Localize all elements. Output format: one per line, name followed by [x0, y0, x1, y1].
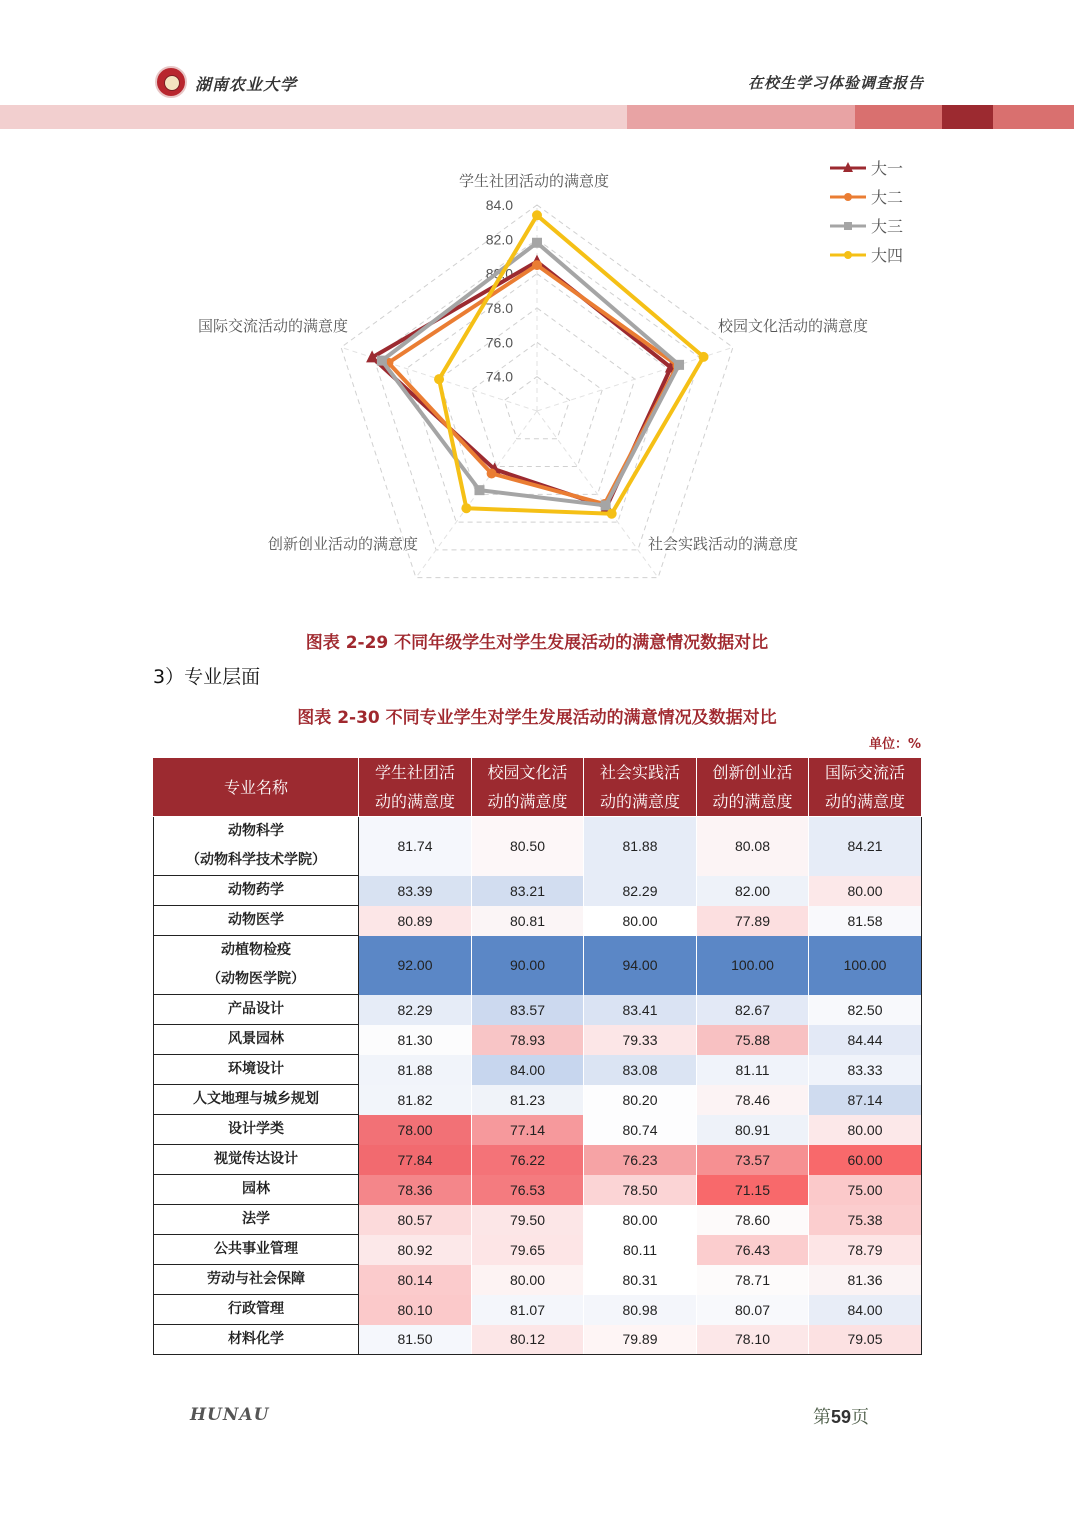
score-cell: 90.00	[472, 936, 584, 995]
score-cell: 80.00	[809, 1115, 922, 1145]
footer-brand: HUNAU	[190, 1405, 270, 1425]
major-name-line: 园林	[242, 1181, 270, 1197]
major-name-line: 产品设计	[228, 1001, 284, 1017]
score-cell: 78.60	[697, 1205, 809, 1235]
page-prefix: 第	[813, 1407, 831, 1428]
score-cell: 80.81	[472, 906, 584, 936]
table-row	[154, 995, 922, 1025]
score-cell: 78.79	[809, 1235, 922, 1265]
legend-label: 大二	[871, 188, 904, 207]
major-name-line: 动物医学	[228, 912, 284, 928]
score-cell: 82.50	[809, 995, 922, 1025]
score-cell: 75.00	[809, 1175, 922, 1205]
header-line: 校园文化活	[487, 763, 568, 782]
radar-point	[461, 503, 471, 513]
major-name-cell	[154, 1325, 359, 1355]
score-cell: 81.88	[584, 817, 697, 876]
major-name-line: 人文地理与城乡规划	[193, 1091, 319, 1107]
radar-point	[474, 485, 484, 495]
major-name-cell	[154, 1085, 359, 1115]
major-name-cell	[154, 817, 359, 876]
table-row	[154, 1295, 922, 1325]
major-name-line: 行政管理	[228, 1301, 284, 1317]
header-band-2	[627, 105, 855, 129]
legend-label: 大四	[871, 246, 904, 265]
university-name: 湖南农业大学	[195, 75, 298, 94]
score-cell: 83.33	[809, 1055, 922, 1085]
table-header-row	[154, 758, 922, 817]
legend-label: 大一	[871, 159, 904, 178]
header-band-4	[942, 105, 993, 129]
score-cell: 100.00	[809, 936, 922, 995]
major-name-cell	[154, 1295, 359, 1325]
radar-grid-ring	[472, 342, 603, 466]
major-name-cell	[154, 1055, 359, 1085]
score-cell: 83.21	[472, 876, 584, 906]
score-cell: 79.33	[584, 1025, 697, 1055]
score-cell: 80.10	[359, 1295, 472, 1325]
radar-chart	[0, 140, 1074, 580]
score-cell: 80.07	[697, 1295, 809, 1325]
score-cell: 80.57	[359, 1205, 472, 1235]
page-suffix: 页	[851, 1407, 870, 1428]
score-cell: 80.20	[584, 1085, 697, 1115]
score-cell: 80.11	[584, 1235, 697, 1265]
table-row	[154, 906, 922, 936]
radar-tick-label: 84.0	[485, 197, 513, 213]
major-name-line: 材料化学	[228, 1331, 284, 1347]
score-cell: 83.39	[359, 876, 472, 906]
radar-axis-label: 学生社团活动的满意度	[458, 172, 610, 190]
score-cell: 83.41	[584, 995, 697, 1025]
header-line: 动的满意度	[712, 792, 793, 811]
major-name-line: 设计学类	[228, 1121, 284, 1137]
major-satisfaction-table	[153, 757, 922, 1355]
radar-tick-label: 80.0	[485, 265, 513, 282]
score-cell: 79.65	[472, 1235, 584, 1265]
score-cell: 78.50	[584, 1175, 697, 1205]
radar-point	[674, 360, 684, 370]
score-cell: 80.12	[472, 1325, 584, 1355]
score-cell: 60.00	[809, 1145, 922, 1175]
table-caption: 图表 2-30 不同专业学生对学生发展活动的满意情况及数据对比	[297, 708, 777, 728]
table-row	[154, 817, 922, 876]
major-name-cell	[154, 936, 359, 995]
score-cell: 80.91	[697, 1115, 809, 1145]
radar-point	[532, 210, 542, 220]
score-cell: 80.31	[584, 1265, 697, 1295]
score-cell: 81.82	[359, 1085, 472, 1115]
score-cell: 100.00	[697, 936, 809, 995]
university-logo	[155, 66, 187, 98]
score-cell: 81.74	[359, 817, 472, 876]
legend-marker	[844, 222, 852, 230]
score-cell: 80.00	[584, 906, 697, 936]
score-cell: 82.67	[697, 995, 809, 1025]
header-line: 社会实践活	[599, 763, 680, 782]
header-column	[697, 758, 809, 817]
major-name-line: 视觉传达设计	[214, 1151, 298, 1167]
table-row	[154, 1265, 922, 1295]
score-cell: 76.22	[472, 1145, 584, 1175]
major-name-cell	[154, 876, 359, 906]
score-cell: 83.57	[472, 995, 584, 1025]
table-row	[154, 1235, 922, 1265]
score-cell: 78.00	[359, 1115, 472, 1145]
score-cell: 81.11	[697, 1055, 809, 1085]
legend-label: 大三	[871, 217, 904, 236]
score-cell: 84.00	[472, 1055, 584, 1085]
radar-axis-label: 创新创业活动的满意度	[267, 535, 418, 553]
score-cell: 81.30	[359, 1025, 472, 1055]
score-cell: 77.89	[697, 906, 809, 936]
radar-series-line	[388, 265, 677, 504]
score-cell: 80.74	[584, 1115, 697, 1145]
score-cell: 81.07	[472, 1295, 584, 1325]
major-name-cell	[154, 906, 359, 936]
table-row	[154, 1205, 922, 1235]
header-major-name: 专业名称	[154, 758, 359, 817]
table-row	[154, 1025, 922, 1055]
score-cell: 84.00	[809, 1295, 922, 1325]
major-name-cell	[154, 1145, 359, 1175]
table-row	[154, 876, 922, 906]
radar-axis-label: 校园文化活动的满意度	[718, 317, 869, 335]
major-name-line: 公共事业管理	[214, 1241, 298, 1257]
score-cell: 77.84	[359, 1145, 472, 1175]
header-column	[809, 758, 922, 817]
radar-grid-ring	[374, 239, 701, 550]
score-cell: 78.36	[359, 1175, 472, 1205]
score-cell: 78.71	[697, 1265, 809, 1295]
score-cell: 83.08	[584, 1055, 697, 1085]
major-name-line: 动物科学	[228, 823, 284, 839]
major-name-cell	[154, 1115, 359, 1145]
score-cell: 84.44	[809, 1025, 922, 1055]
radar-point	[601, 500, 611, 510]
table-row	[154, 1175, 922, 1205]
score-cell: 76.43	[697, 1235, 809, 1265]
major-name-line: 动植物检疫	[221, 942, 291, 958]
score-cell: 71.15	[697, 1175, 809, 1205]
header-column	[359, 758, 472, 817]
table-row	[154, 1085, 922, 1115]
score-cell: 79.50	[472, 1205, 584, 1235]
score-cell: 75.38	[809, 1205, 922, 1235]
score-cell: 78.10	[697, 1325, 809, 1355]
major-name-line: （动物科学技术学院）	[186, 852, 326, 868]
score-cell: 80.98	[584, 1295, 697, 1325]
header-line: 动的满意度	[487, 792, 568, 811]
score-cell: 80.92	[359, 1235, 472, 1265]
radar-axis-label: 社会实践活动的满意度	[648, 535, 799, 553]
score-cell: 78.46	[697, 1085, 809, 1115]
major-name-line: 劳动与社会保障	[207, 1271, 305, 1287]
major-name-line: （动物医学院）	[207, 971, 305, 987]
radar-tick-label: 82.0	[485, 231, 513, 248]
header-line: 动的满意度	[824, 792, 905, 811]
table-row	[154, 1055, 922, 1085]
major-name-cell	[154, 1205, 359, 1235]
table-row	[154, 1145, 922, 1175]
score-cell: 94.00	[584, 936, 697, 995]
score-cell: 79.89	[584, 1325, 697, 1355]
major-name-cell	[154, 1235, 359, 1265]
score-cell: 76.53	[472, 1175, 584, 1205]
major-name-line: 动物药学	[228, 882, 284, 898]
score-cell: 77.14	[472, 1115, 584, 1145]
score-cell: 78.93	[472, 1025, 584, 1055]
legend-marker	[844, 193, 852, 201]
major-name-cell	[154, 1265, 359, 1295]
score-cell: 81.88	[359, 1055, 472, 1085]
header-band-5	[993, 105, 1074, 129]
score-cell: 81.36	[809, 1265, 922, 1295]
table-row	[154, 1325, 922, 1355]
radar-point	[532, 238, 542, 248]
score-cell: 82.00	[697, 876, 809, 906]
radar-point	[607, 509, 617, 519]
legend-marker	[844, 251, 852, 259]
score-cell: 79.05	[809, 1325, 922, 1355]
score-cell: 73.57	[697, 1145, 809, 1175]
page-header	[0, 0, 1074, 130]
table-row	[154, 936, 922, 995]
section-title: 3）专业层面	[153, 666, 261, 688]
radar-point	[434, 374, 444, 384]
header-line: 学生社团活	[374, 763, 455, 782]
radar-point	[487, 468, 497, 478]
score-cell: 80.08	[697, 817, 809, 876]
score-cell: 80.89	[359, 906, 472, 936]
score-cell: 80.00	[472, 1265, 584, 1295]
radar-point	[699, 352, 709, 362]
chart-caption: 图表 2-29 不同年级学生对学生发展活动的满意情况数据对比	[305, 633, 769, 653]
header-band-3	[855, 105, 942, 129]
score-cell: 75.88	[697, 1025, 809, 1055]
radar-point	[377, 356, 387, 366]
score-cell: 80.14	[359, 1265, 472, 1295]
score-cell: 80.00	[809, 876, 922, 906]
radar-point	[532, 260, 542, 270]
score-cell: 81.58	[809, 906, 922, 936]
header-column	[584, 758, 697, 817]
score-cell: 87.14	[809, 1085, 922, 1115]
score-cell: 80.00	[584, 1205, 697, 1235]
major-name-line: 风景园林	[228, 1031, 284, 1047]
header-line: 动的满意度	[599, 792, 680, 811]
header-column	[472, 758, 584, 817]
score-cell: 92.00	[359, 936, 472, 995]
radar-tick-label: 74.0	[485, 368, 513, 385]
page-number	[813, 1403, 869, 1429]
unit-label: 单位：%	[868, 737, 921, 752]
major-name-cell	[154, 995, 359, 1025]
table-row	[154, 1115, 922, 1145]
page-number-value: 59	[831, 1407, 852, 1427]
major-name-cell	[154, 1025, 359, 1055]
radar-tick-label: 76.0	[485, 334, 513, 351]
report-title: 在校生学习体验调查报告	[747, 74, 924, 92]
score-cell: 76.23	[584, 1145, 697, 1175]
major-name-cell	[154, 1175, 359, 1205]
header-band-1	[0, 105, 627, 129]
radar-tick-label: 78.0	[485, 300, 513, 316]
radar-series-line	[382, 243, 679, 506]
major-name-line: 法学	[242, 1211, 270, 1227]
radar-axis-label: 国际交流活动的满意度	[197, 317, 348, 335]
score-cell: 80.50	[472, 817, 584, 876]
score-cell: 81.50	[359, 1325, 472, 1355]
header-line: 动的满意度	[374, 792, 455, 811]
score-cell: 82.29	[359, 995, 472, 1025]
header-line: 创新创业活	[712, 763, 793, 782]
score-cell: 81.23	[472, 1085, 584, 1115]
score-cell: 84.21	[809, 817, 922, 876]
major-name-line: 环境设计	[228, 1061, 284, 1077]
score-cell: 82.29	[584, 876, 697, 906]
header-line: 国际交流活	[824, 763, 905, 782]
